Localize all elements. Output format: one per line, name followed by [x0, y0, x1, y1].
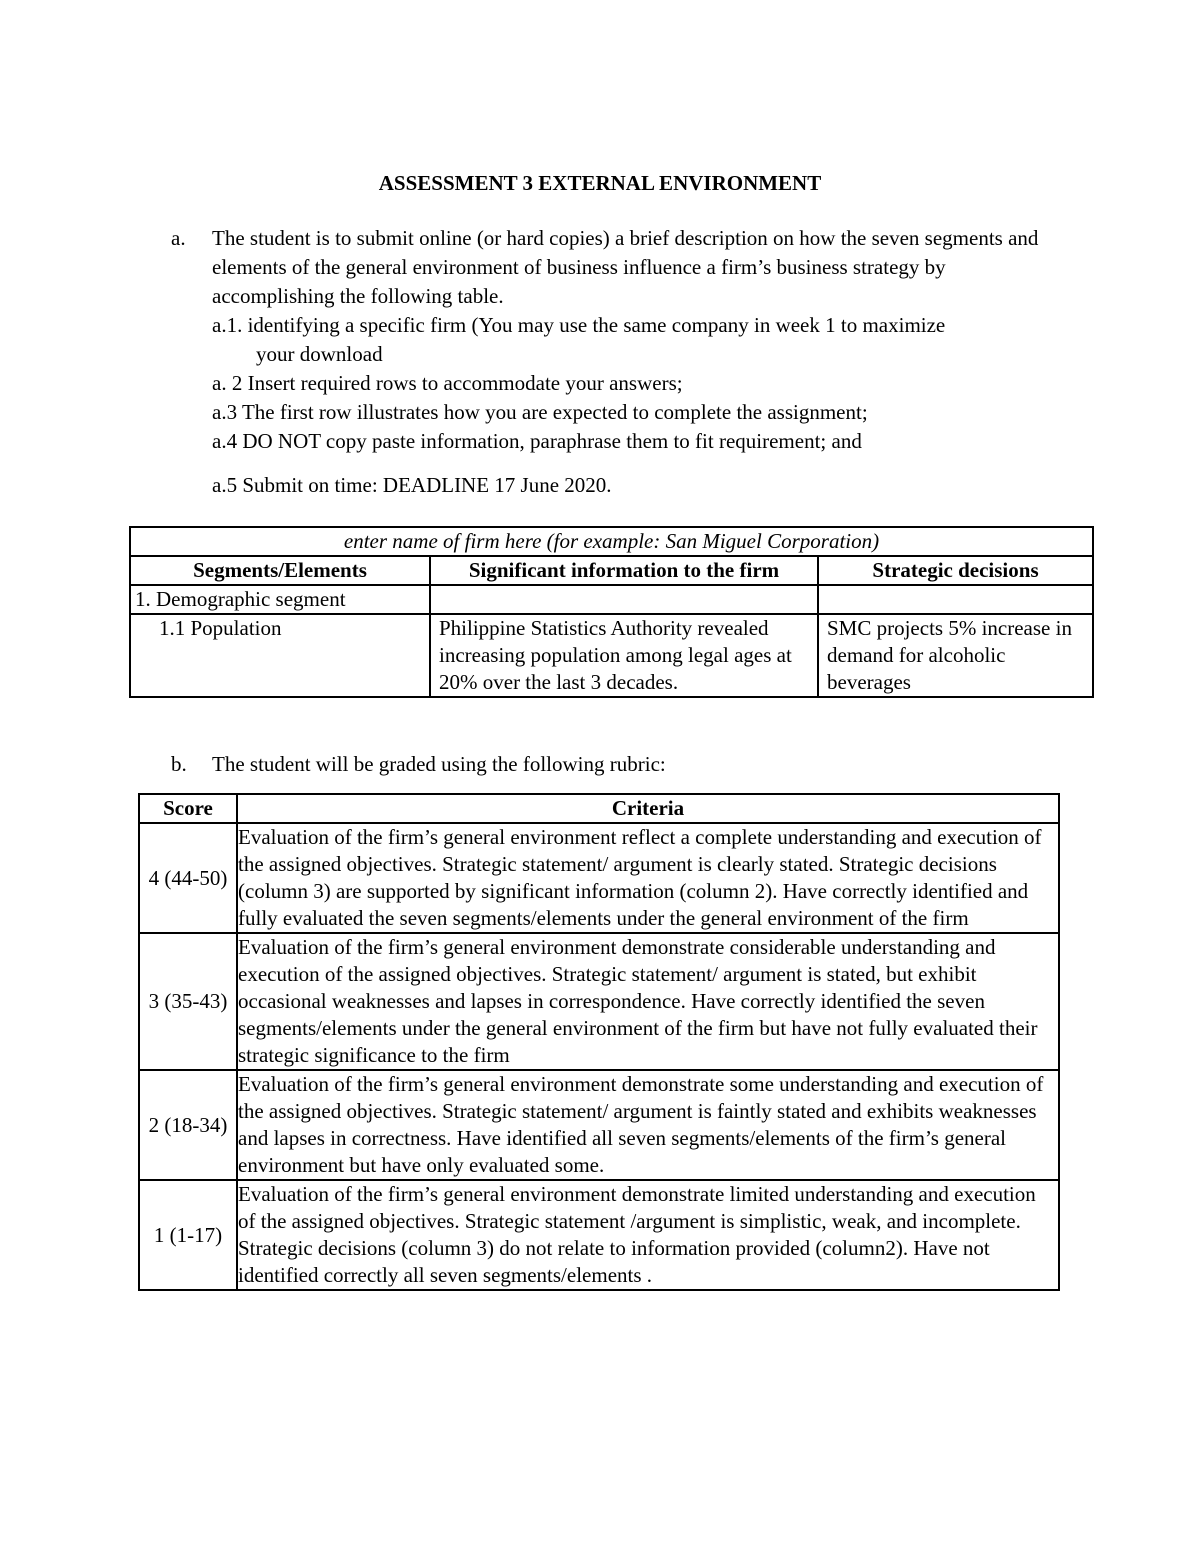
sub-item-a2: a. 2 Insert required rows to accommodate your answers;	[212, 371, 683, 395]
sub-item-a4: a.4 DO NOT copy paste information, paraphrase them to fit requirement; and	[212, 429, 862, 453]
sub-item-a3: a.3 The first row illustrates how you are expected to complete the assignment;	[212, 400, 868, 424]
table-row	[130, 614, 1093, 697]
table-row	[139, 823, 1059, 933]
sub-item-a5: a.5 Submit on time: DEADLINE 17 June 2020.	[212, 473, 612, 497]
header-criteria: Criteria	[237, 794, 1059, 823]
info-cell	[430, 585, 818, 614]
segment-cell: 1. Demographic segment	[130, 585, 430, 614]
score-cell: 1 (1-17)	[139, 1180, 237, 1290]
firm-name-cell: enter name of firm here (for example: San Miguel Corporation)	[130, 527, 1093, 556]
score-cell: 3 (35-43)	[139, 933, 237, 1070]
rubric-header-row	[139, 794, 1059, 823]
info-cell: Philippine Statistics Authority revealed increasing population among legal ages at 20% over the last 3 decades.	[430, 614, 818, 697]
score-cell: 2 (18-34)	[139, 1070, 237, 1180]
table-row	[130, 585, 1093, 614]
decision-cell: SMC projects 5% increase in demand for alcoholic beverages	[818, 614, 1093, 697]
table-row	[139, 933, 1059, 1070]
table-row	[139, 1070, 1059, 1180]
list-marker-b: b.	[171, 752, 187, 776]
table-header-row	[130, 556, 1093, 585]
firm-name-row	[130, 527, 1093, 556]
instruction-b-text: The student will be graded using the following rubric:	[212, 752, 666, 776]
table-row	[139, 1180, 1059, 1290]
instruction-a	[171, 224, 1071, 500]
rubric-table	[138, 793, 1060, 1291]
instruction-b	[171, 750, 1071, 779]
header-strategic-decisions: Strategic decisions	[818, 556, 1093, 585]
decision-cell	[818, 585, 1093, 614]
header-segments: Segments/Elements	[130, 556, 430, 585]
list-marker-a: a.	[171, 226, 186, 250]
criteria-cell: Evaluation of the firm’s general environment demonstrate considerable understanding and execution of the assigned objectives. Strategic statement/ argument is stated, but exhibit occasional weaknesses and lapses in correspondence. Have correctly identified the seven segments/elements under the general environment of the firm but have not fully evaluated their strategic significance to the firm	[237, 933, 1059, 1070]
firm-analysis-table	[129, 526, 1094, 698]
segment-cell: 1.1 Population	[130, 614, 430, 697]
criteria-cell: Evaluation of the firm’s general environment demonstrate some understanding and execution of the assigned objectives. Strategic statement/ argument is faintly stated and exhibits weaknesses and lapses in correctness. Have identified all seven segments/elements of the firm’s general environment but have only evaluated some.	[237, 1070, 1059, 1180]
instruction-a-text: The student is to submit online (or hard copies) a brief description on how the seven segments and elements of the general environment of business influence a firm’s business strategy by accomplishing the following table.	[212, 226, 1039, 308]
header-significant-info: Significant information to the firm	[430, 556, 818, 585]
criteria-cell: Evaluation of the firm’s general environment demonstrate limited understanding and execution of the assigned objectives. Strategic statement /argument is simplistic, weak, and incomplete. Strategic decisions (column 3) do not relate to information provided (column2). Have not identified correctly all seven segments/elements .	[237, 1180, 1059, 1290]
score-cell: 4 (44-50)	[139, 823, 237, 933]
header-score: Score	[139, 794, 237, 823]
criteria-cell: Evaluation of the firm’s general environment reflect a complete understanding and execution of the assigned objectives. Strategic statement/ argument is clearly stated. Strategic decisions (column 3) are supported by significant information (column 2). Have correctly identified and fully evaluated the seven segments/elements under the general environment of the firm	[237, 823, 1059, 933]
page-title: ASSESSMENT 3 EXTERNAL ENVIRONMENT	[378, 171, 822, 195]
sub-item-a1-continued: your download	[256, 342, 383, 366]
sub-item-a1: a.1. identifying a specific firm (You may use the same company in week 1 to maximize	[212, 313, 946, 337]
